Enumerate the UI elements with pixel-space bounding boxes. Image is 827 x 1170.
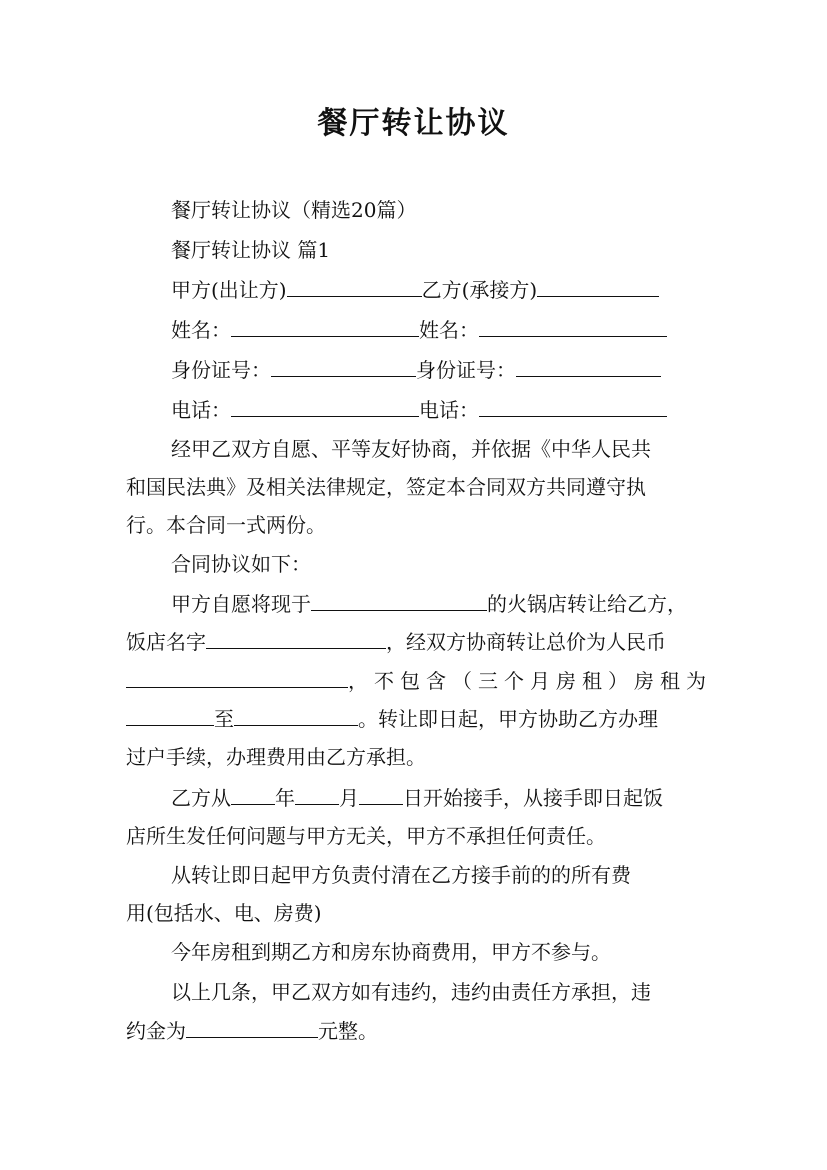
clause-3-line-1: 从转让即日起甲方负责付清在乙方接手前的的所有费: [171, 863, 631, 887]
party-a-id-blank: [271, 358, 416, 377]
clause-5-text-b: 约金为: [126, 1019, 186, 1043]
year-blank: [231, 786, 275, 805]
clause-1-line-1: [171, 592, 687, 616]
party-b-id-blank: [516, 358, 661, 377]
clause-2-line-1: [171, 786, 663, 810]
id-line: [171, 358, 661, 382]
clause-2-line-2: 店所生发任何问题与甲方无关，甲方不承担任何责任。: [126, 824, 606, 848]
day-blank: [359, 786, 403, 805]
name-line: [171, 318, 667, 342]
party-b-id-label: 身份证号：: [416, 358, 516, 382]
clause-1-line-4: [126, 707, 658, 731]
agreement-heading: 合同协议如下：: [171, 552, 311, 576]
clause-1-text-d: ，经双方协商转让总价为人民币: [386, 630, 666, 654]
party-a-name-label: 姓名：: [171, 318, 231, 342]
phone-line: [171, 398, 667, 422]
clause-1-text-c: 饭店名字: [126, 630, 206, 654]
clause-1-text-b: 的火锅店转让给乙方，: [487, 592, 687, 616]
clause-5-line-2: [126, 1019, 378, 1043]
month-label: 月: [339, 786, 359, 810]
party-b-name-blank: [479, 318, 667, 337]
restaurant-name-blank: [206, 630, 386, 649]
clause-5-line-1: 以上几条，甲乙双方如有违约，违约由责任方承担，违: [171, 980, 651, 1004]
clause-1-text-f: 至: [214, 707, 234, 731]
party-line: [171, 278, 659, 302]
total-price-blank: [126, 669, 348, 688]
clause-2-text-a: 乙方从: [171, 786, 231, 810]
clause-1-text-a: 甲方自愿将现于: [171, 592, 311, 616]
clause-1-line-5: 过户手续，办理费用由乙方承担。: [126, 745, 426, 769]
clause-4: 今年房租到期乙方和房东协商费用，甲方不参与。: [171, 940, 611, 964]
party-a-label: 甲方(出让方): [171, 278, 287, 302]
party-a-name-blank: [231, 318, 419, 337]
rent-start-blank: [126, 707, 214, 726]
intro-line-1: 经甲乙双方自愿、平等友好协商，并依据《中华人民共: [171, 437, 651, 461]
location-blank: [311, 592, 487, 611]
party-a-id-label: 身份证号：: [171, 358, 271, 382]
party-a-phone-label: 电话：: [171, 398, 231, 422]
clause-1-text-e: ，不包含（三个月房租）房租为: [348, 669, 712, 693]
year-label: 年: [275, 786, 295, 810]
party-a-blank: [287, 278, 422, 297]
document-subtitle: 餐厅转让协议（精选20篇）: [171, 198, 417, 222]
party-b-name-label: 姓名：: [419, 318, 479, 342]
clause-1-text-g: 。转让即日起，甲方协助乙方办理: [358, 707, 658, 731]
party-b-label: 乙方(承接方): [421, 278, 538, 302]
penalty-amount-blank: [186, 1019, 318, 1038]
document-title: 餐厅转让协议: [317, 106, 510, 141]
party-b-phone-blank: [479, 398, 667, 417]
clause-1-line-3: [126, 669, 712, 693]
month-blank: [295, 786, 339, 805]
party-a-phone-blank: [231, 398, 419, 417]
intro-line-3: 行。本合同一式两份。: [126, 513, 326, 537]
intro-line-2: 和国民法典》及相关法律规定，签定本合同双方共同遵守执: [126, 475, 646, 499]
clause-5-text-c: 元整。: [318, 1019, 378, 1043]
clause-2-text-b: 日开始接手，从接手即日起饭: [403, 786, 663, 810]
rent-end-blank: [234, 707, 358, 726]
party-b-blank: [537, 278, 659, 297]
clause-3-line-2: 用(包括水、电、房费): [126, 901, 322, 925]
section-heading: 餐厅转让协议 篇1: [171, 238, 331, 262]
clause-1-line-2: [126, 630, 666, 654]
party-b-phone-label: 电话：: [419, 398, 479, 422]
